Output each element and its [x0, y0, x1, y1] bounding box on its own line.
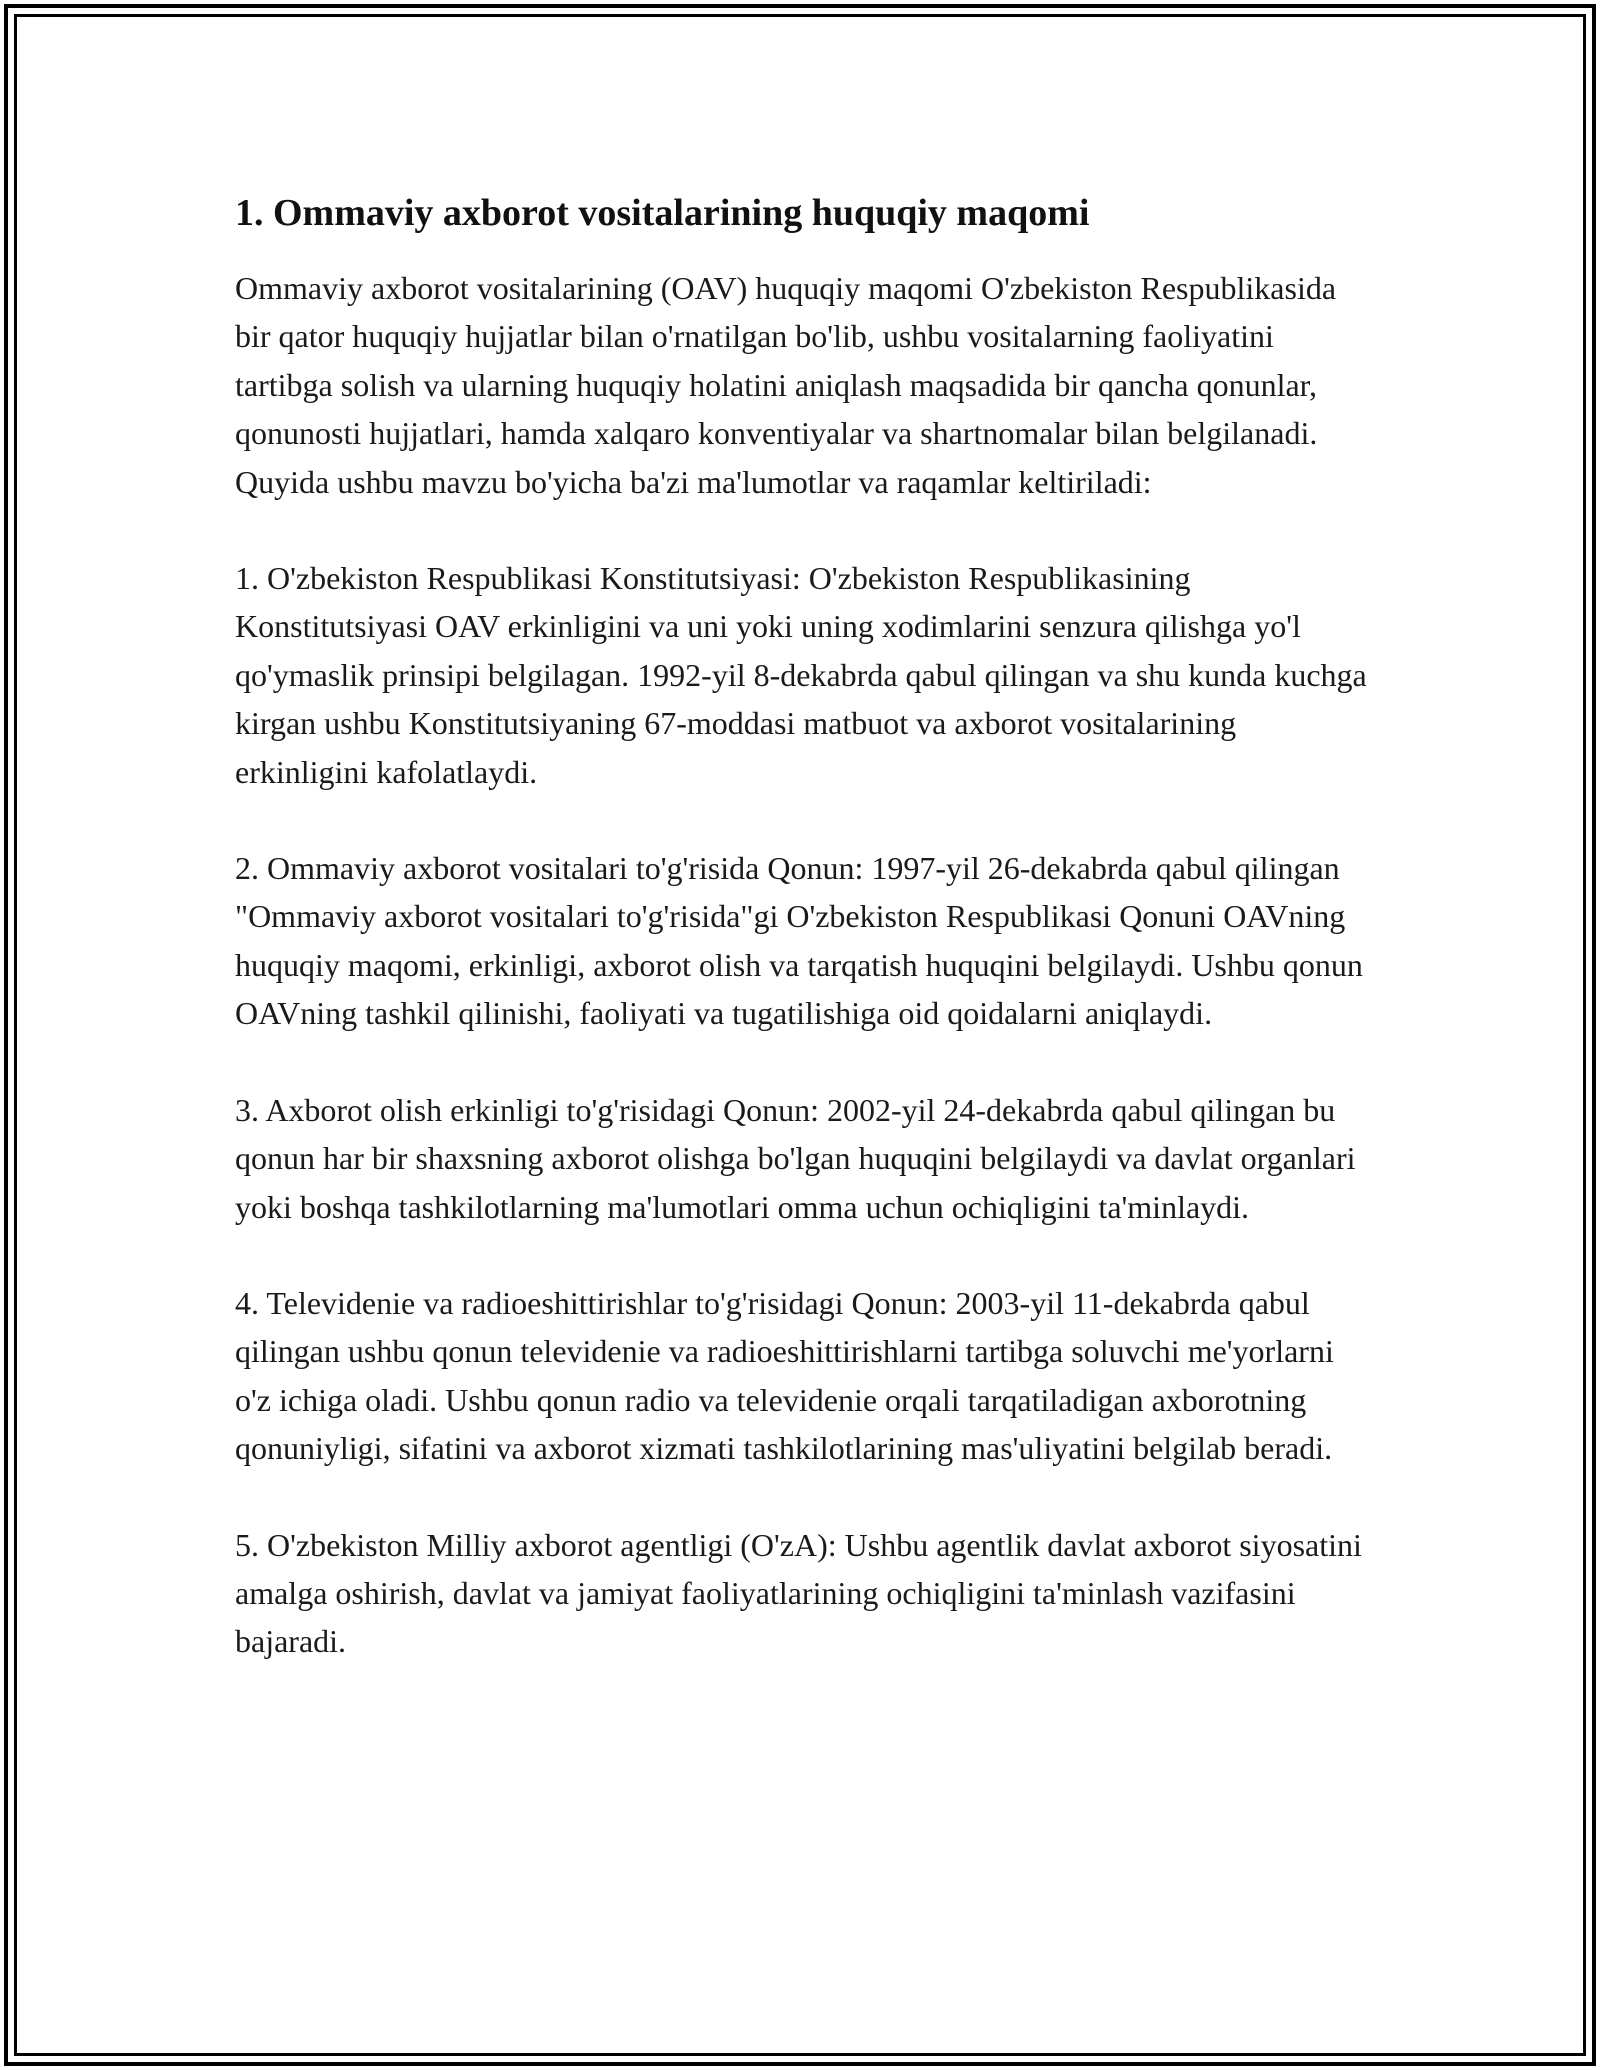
paragraph-item-2: 2. Ommaviy axborot vositalari to'g'risida Qonun: 1997-yil 26-dekabrda qabul qilingan "Ommaviy axborot vositalari to'g'risida"gi O'zbekiston Respublikasi Qonuni OAVning huquqiy maqomi, erkinligi, axborot olish va tarqatish huquqini belgilaydi. Ushbu qonun OAVning tashkil qilinishi, faoliyati va tugatilishiga oid qoidalarni aniqlaydi.	[235, 850, 1363, 1032]
paragraph-item-4: 4. Televidenie va radioeshittirishlar to'g'risidagi Qonun: 2003-yil 11-dekabrda qabul qilingan ushbu qonun televidenie va radioeshittirishlarni tartibga soluvchi me'yorlarni o'z ichiga oladi. Ushbu qonun radio va televidenie orqali tarqatiladigan axborotning qonuniyligi, sifatini va axborot xizmati tashkilotlarining mas'uliyatini belgilab beradi.	[235, 1284, 1334, 1467]
paragraph-item-5: 5. O'zbekiston Milliy axborot agentligi (O'zA): Ushbu agentlik davlat axborot siyosatini amalga oshirish, davlat va jamiyat faoliyatlarining ochiqligini ta'minlash vazifasini bajaradi.	[235, 1526, 1362, 1660]
paragraph-item-1: 1. O'zbekiston Respublikasi Konstitutsiyasi: O'zbekiston Respublikasining Konstitutsiyasi OAV erkinligini va uni yoki uning xodimlarini senzura qilishga yo'l qo'ymaslik prinsipi belgilagan. 1992-yil 8-dekabrda qabul qilingan va shu kunda kuchga kirgan ushbu Konstitutsiyaning 67-moddasi matbuot va axborot vositalarining erkinligini kafolatlaydi.	[235, 560, 1367, 790]
document-body	[235, 186, 1375, 1666]
document-title: 1. Ommaviy axborot vositalarining huquqiy maqomi	[235, 192, 1090, 234]
paragraph-intro: Ommaviy axborot vositalarining (OAV) huquqiy maqomi O'zbekiston Respublikasida bir qator huquqiy hujjatlar bilan o'rnatilgan bo'lib, ushbu vositalarning faoliyatini tartibga solish va ularning huquqiy holatini aniqlash maqsadida bir qancha qonunlar, qonunosti hujjatlari, hamda xalqaro konventiyalar va shartnomalar bilan belgilanadi. Quyida ushbu mavzu bo'yicha ba'zi ma'lumotlar va raqamlar keltiriladi:	[235, 270, 1337, 500]
paragraph-item-3: 3. Axborot olish erkinligi to'g'risidagi Qonun: 2002-yil 24-dekabrda qabul qilingan bu qonun har bir shaxsning axborot olishga bo'lgan huquqini belgilaydi va davlat organlari yoki boshqa tashkilotlarning ma'lumotlari omma uchun ochiqligini ta'minlaydi.	[235, 1091, 1356, 1225]
